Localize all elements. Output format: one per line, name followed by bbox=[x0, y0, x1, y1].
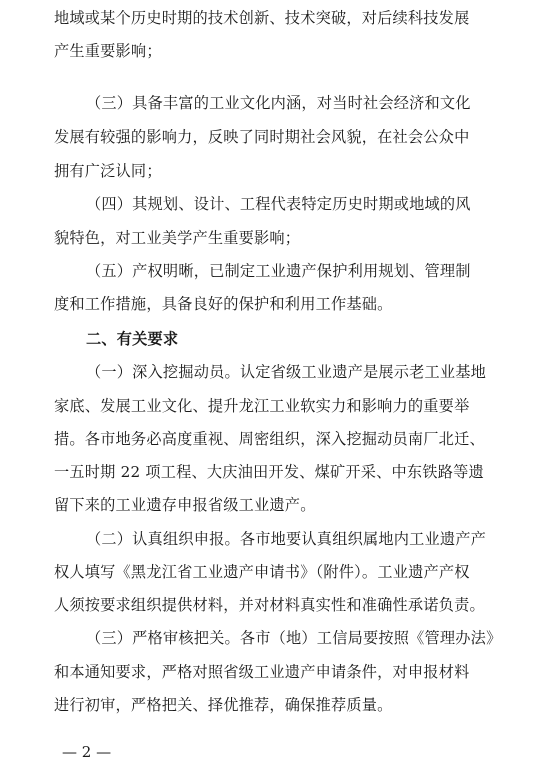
text-line-1: 地域或某个历史时期的技术创新、技术突破，对后续科技发展 bbox=[54, 9, 470, 27]
text-line-7: 貌特色，对工业美学产生重要影响； bbox=[54, 229, 301, 247]
text-line-5: 拥有广泛认同； bbox=[54, 162, 162, 180]
text-line-13: 措。各市地务必高度重视、周密组织，深入挖掘动员南厂北迁、 bbox=[54, 430, 485, 448]
text-line-20: 和本通知要求，严格对照省级工业遗产申请条件，对申报材料 bbox=[54, 663, 470, 681]
text-line-2: 产生重要影响； bbox=[54, 42, 162, 60]
text-line-18: 人须按要求组织提供材料，并对材料真实性和准确性承诺负责。 bbox=[54, 596, 485, 614]
text-line-12: 家底、发展工业文化、提升龙江工业软实力和影响力的重要举 bbox=[54, 397, 470, 415]
page-number: — 2 — bbox=[62, 743, 112, 761]
text-line-3: （三）具备丰富的工业文化内涵，对当时社会经济和文化 bbox=[86, 94, 471, 112]
text-line-4: 发展有较强的影响力，反映了同时期社会风貌，在社会公众中 bbox=[54, 128, 470, 146]
text-line-14: 一五时期 22 项工程、大庆油田开发、煤矿开采、中东铁路等遗 bbox=[54, 463, 484, 481]
section-heading: 二、有关要求 bbox=[86, 330, 179, 348]
text-line-8: （五）产权明晰，已制定工业遗产保护利用规划、管理制 bbox=[86, 262, 471, 280]
text-line-21: 进行初审，严格把关、择优推荐，确保推荐质量。 bbox=[54, 696, 393, 714]
text-line-17: 权人填写《黑龙江省工业遗产申请书》（附件）。工业遗产产权 bbox=[54, 563, 470, 581]
text-line-6: （四）其规划、设计、工程代表特定历史时期或地域的风 bbox=[86, 195, 471, 213]
text-line-15: 留下来的工业遗存申报省级工业遗产。 bbox=[54, 496, 316, 514]
text-line-16: （二）认真组织申报。各市地要认真组织属地内工业遗产产 bbox=[86, 530, 487, 548]
text-line-9: 度和工作措施，具备良好的保护和利用工作基础。 bbox=[54, 295, 393, 313]
text-line-11: （一）深入挖掘动员。认定省级工业遗产是展示老工业基地 bbox=[86, 363, 487, 381]
text-line-19: （三）严格审核把关。各市（地）工信局要按照《管理办法》 bbox=[86, 629, 502, 647]
